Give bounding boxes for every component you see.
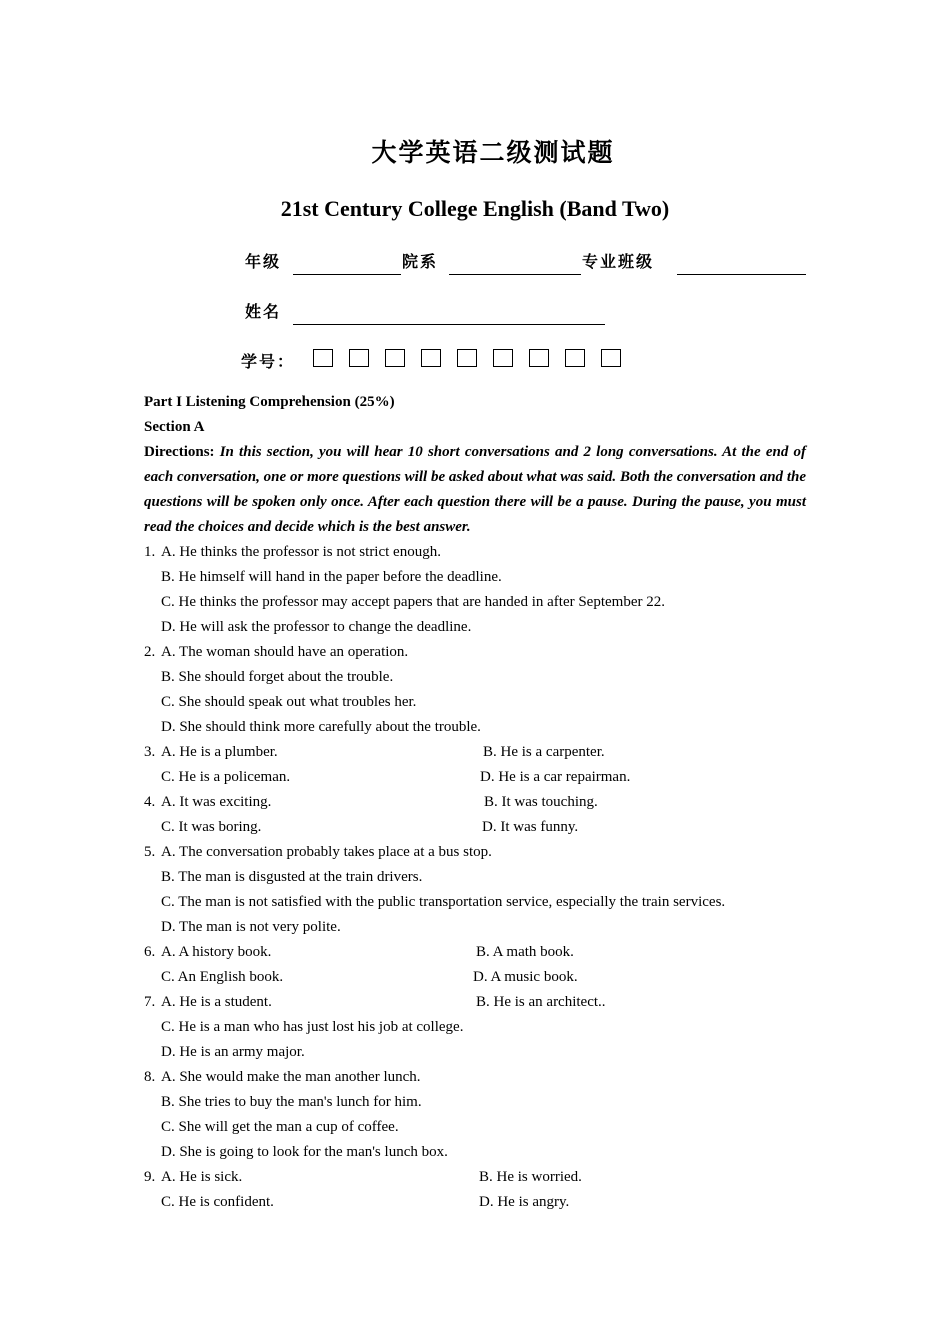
answer-option[interactable]: C. He is a policeman. [161, 769, 291, 785]
answer-option[interactable]: C. She should speak out what troubles her. [161, 694, 417, 710]
question-number: 5. [144, 844, 156, 860]
answer-option[interactable]: C. He thinks the professor may accept papers that are handed in after September 22. [161, 594, 665, 610]
answer-option[interactable]: B. He is a carpenter. [483, 744, 605, 760]
answer-option[interactable]: C. He is confident. [161, 1194, 274, 1210]
answer-option[interactable]: A. He thinks the professor is not strict enough. [161, 544, 441, 560]
answer-option[interactable]: A. A history book. [161, 944, 272, 960]
student-id-digit-box[interactable] [349, 349, 369, 367]
question-number: 4. [144, 794, 156, 810]
answer-option[interactable]: D. He is angry. [479, 1194, 570, 1210]
answer-option[interactable]: D. She should think more carefully about the trouble. [161, 719, 481, 735]
department-label: 院系 [402, 252, 439, 271]
answer-option[interactable]: B. He is an architect.. [476, 994, 606, 1010]
directions-text: In this section, you will hear 10 short conversations and 2 long conversations. At the end of each conversation, one or more questions will be asked about what was said. Both the conversation and the questions will be spoken only once. After each question there will be a pause. During the pause, you must read the choices and decide which is the best answer. [144, 444, 807, 535]
question-number: 9. [144, 1169, 156, 1185]
answer-option[interactable]: D. He is an army major. [161, 1044, 305, 1060]
answer-option[interactable]: D. It was funny. [482, 819, 579, 835]
answer-option[interactable]: A. He is sick. [161, 1169, 243, 1185]
major-class-field[interactable] [677, 274, 806, 275]
student-id-label: 学号： [241, 352, 296, 371]
question-number: 8. [144, 1069, 156, 1085]
section-heading: Section A [144, 419, 205, 435]
answer-option[interactable]: B. A math book. [476, 944, 574, 960]
answer-option[interactable]: C. An English book. [161, 969, 284, 985]
answer-option[interactable]: B. He is worried. [479, 1169, 582, 1185]
student-id-digit-box[interactable] [565, 349, 585, 367]
student-id-digit-box[interactable] [529, 349, 549, 367]
directions-label: Directions: [144, 444, 215, 460]
question-number: 2. [144, 644, 156, 660]
answer-option[interactable]: A. It was exciting. [161, 794, 272, 810]
answer-option[interactable]: C. The man is not satisfied with the public transportation service, especially the train services. [161, 894, 726, 910]
answer-option[interactable]: B. It was touching. [484, 794, 598, 810]
question-number: 1. [144, 544, 156, 560]
answer-option[interactable]: A. She would make the man another lunch. [161, 1069, 421, 1085]
question-number: 6. [144, 944, 156, 960]
answer-option[interactable]: B. The man is disgusted at the train drivers. [161, 869, 423, 885]
student-id-digit-box[interactable] [313, 349, 333, 367]
exam-title-english: 21st Century College English (Band Two) [280, 196, 670, 221]
answer-option[interactable]: A. The woman should have an operation. [161, 644, 409, 660]
student-id-digit-box[interactable] [601, 349, 621, 367]
student-id-digit-box[interactable] [457, 349, 477, 367]
major-class-label: 专业班级 [582, 252, 655, 271]
directions-paragraph [144, 440, 806, 540]
answer-option[interactable]: B. He himself will hand in the paper before the deadline. [161, 569, 502, 585]
part-heading: Part I Listening Comprehension (25%) [144, 394, 395, 410]
answer-option[interactable]: A. The conversation probably takes place at a bus stop. [161, 844, 492, 860]
answer-option[interactable]: C. He is a man who has just lost his job at college. [161, 1019, 464, 1035]
grade-field[interactable] [293, 274, 401, 275]
name-field[interactable] [293, 324, 605, 325]
answer-option[interactable]: A. He is a student. [161, 994, 272, 1010]
answer-option[interactable]: D. The man is not very polite. [161, 919, 341, 935]
department-field[interactable] [449, 274, 581, 275]
student-id-digit-box[interactable] [385, 349, 405, 367]
question-number: 7. [144, 994, 156, 1010]
student-id-digit-box[interactable] [493, 349, 513, 367]
answer-option[interactable]: D. A music book. [473, 969, 578, 985]
answer-option[interactable]: C. She will get the man a cup of coffee. [161, 1119, 399, 1135]
answer-option[interactable]: D. He will ask the professor to change the deadline. [161, 619, 472, 635]
answer-option[interactable]: D. She is going to look for the man's lunch box. [161, 1144, 448, 1160]
exam-title-chinese: 大学英语二级测试题 [371, 138, 615, 167]
answer-option[interactable]: A. He is a plumber. [161, 744, 278, 760]
answer-option[interactable]: D. He is a car repairman. [480, 769, 631, 785]
answer-option[interactable]: B. She should forget about the trouble. [161, 669, 394, 685]
name-label: 姓名 [245, 302, 282, 321]
student-id-digit-box[interactable] [421, 349, 441, 367]
question-number: 3. [144, 744, 156, 760]
answer-option[interactable]: C. It was boring. [161, 819, 262, 835]
grade-label: 年级 [245, 252, 282, 271]
answer-option[interactable]: B. She tries to buy the man's lunch for him. [161, 1094, 422, 1110]
